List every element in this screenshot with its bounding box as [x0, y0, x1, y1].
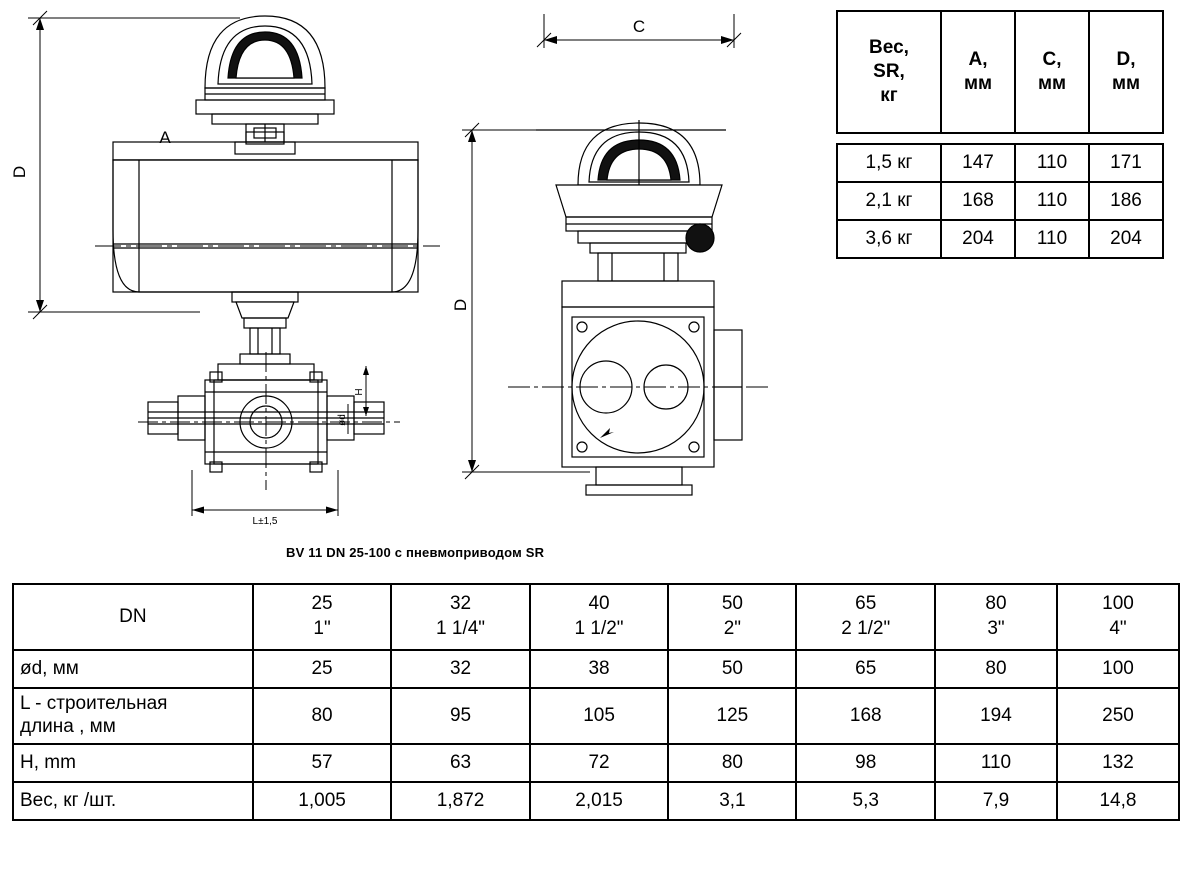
- spec-cell-w-3: 3,1: [668, 782, 796, 820]
- dn-inch: 4": [1109, 618, 1127, 639]
- label-D-front: D: [10, 165, 29, 179]
- header-c-line2: мм: [1037, 73, 1067, 94]
- spec-cell-w-2: 2,015: [530, 782, 669, 820]
- spec-cell-h-1: 63: [391, 744, 530, 782]
- header-d-line2: мм: [1111, 73, 1141, 94]
- cell-a: 147: [941, 144, 1015, 182]
- label-H: H: [354, 388, 365, 396]
- spec-cell-l-4: 168: [796, 688, 935, 744]
- spec-cell-od-5: 80: [935, 650, 1057, 688]
- spec-cell-h-2: 72: [530, 744, 669, 782]
- header-d: [1089, 11, 1163, 133]
- dn-inch: 3": [987, 618, 1005, 639]
- header-weight-sr: [837, 11, 941, 133]
- cell-a: 204: [941, 220, 1015, 258]
- header-c-line1: C,: [1042, 49, 1062, 71]
- label-L: L±1,5: [252, 516, 278, 527]
- dimension-L: [192, 470, 338, 516]
- spec-row-h: [13, 744, 1179, 782]
- drawing-caption: BV 11 DN 25-100 с пневмоприводом SR: [286, 545, 545, 560]
- header-a-line2: мм: [963, 73, 993, 94]
- actuator-front: [196, 16, 334, 142]
- table-header-row: [837, 11, 1163, 133]
- spec-row-od: [13, 650, 1179, 688]
- spec-cell-od-1: 32: [391, 650, 530, 688]
- table-row: [837, 182, 1163, 220]
- spec-cell-h-0: 57: [253, 744, 392, 782]
- spec-label-dn: DN: [13, 584, 253, 650]
- specification-table: [12, 583, 1180, 821]
- dn-size: 50: [721, 593, 743, 615]
- spec-cell-dn-50: [668, 584, 796, 650]
- spec-cell-od-0: 25: [253, 650, 392, 688]
- label-D-side: D: [451, 298, 470, 312]
- label-A-front: A: [159, 128, 171, 147]
- spec-cell-w-4: 5,3: [796, 782, 935, 820]
- spec-cell-l-5: 194: [935, 688, 1057, 744]
- spec-row-dn: [13, 584, 1179, 650]
- spec-label-length: [13, 688, 253, 744]
- weight-dimensions-table: [836, 10, 1164, 259]
- spec-cell-l-6: 250: [1057, 688, 1179, 744]
- spec-row-weight: [13, 782, 1179, 820]
- header-weight-line3: кг: [880, 84, 898, 106]
- dn-inch: 2": [723, 618, 742, 639]
- spec-cell-l-1: 95: [391, 688, 530, 744]
- spec-label-od: ød, мм: [13, 650, 253, 688]
- spec-cell-dn-100: [1057, 584, 1179, 650]
- spec-cell-dn-25: [253, 584, 392, 650]
- spec-cell-dn-80: [935, 584, 1057, 650]
- spec-cell-dn-65: [796, 584, 935, 650]
- spec-cell-od-2: 38: [530, 650, 669, 688]
- dn-size: 80: [985, 593, 1007, 615]
- spec-cell-w-0: 1,005: [253, 782, 392, 820]
- cell-weight: 1,5 кг: [837, 144, 941, 182]
- dn-inch: 1 1/4": [436, 618, 486, 639]
- cell-c: 110: [1015, 182, 1089, 220]
- length-label-line1: L - строительная: [20, 693, 168, 715]
- cell-a: 168: [941, 182, 1015, 220]
- cell-weight: 3,6 кг: [837, 220, 941, 258]
- spec-cell-w-1: 1,872: [391, 782, 530, 820]
- length-label-line2: длина , мм: [20, 716, 116, 737]
- header-weight-line2: SR,: [873, 61, 905, 83]
- actuator-body-front: [95, 132, 440, 292]
- dn-inch: 1": [313, 618, 331, 639]
- table-spacer-row: [837, 133, 1163, 144]
- spec-cell-h-5: 110: [935, 744, 1057, 782]
- spec-cell-w-5: 7,9: [935, 782, 1057, 820]
- dn-size: 40: [588, 593, 610, 615]
- spec-cell-l-2: 105: [530, 688, 669, 744]
- spec-cell-l-0: 80: [253, 688, 392, 744]
- stem-bracket-front: [232, 292, 298, 364]
- ball-valve-front: [138, 352, 400, 490]
- dn-size: 32: [449, 593, 472, 615]
- spec-cell-od-6: 100: [1057, 650, 1179, 688]
- spec-label-weight: Вес, кг /шт.: [13, 782, 253, 820]
- valve-body-side: [508, 281, 770, 495]
- label-od: ød: [337, 414, 348, 426]
- dn-size: 100: [1102, 593, 1134, 615]
- dn-inch: 2 1/2": [841, 618, 891, 639]
- spec-cell-dn-32: [391, 584, 530, 650]
- spec-cell-od-3: 50: [668, 650, 796, 688]
- technical-drawing: [0, 0, 820, 560]
- actuator-side: [536, 120, 726, 281]
- header-a-line1: A,: [968, 49, 988, 71]
- dn-size: 65: [855, 593, 877, 615]
- spec-cell-h-4: 98: [796, 744, 935, 782]
- cell-c: 110: [1015, 220, 1089, 258]
- spec-cell-w-6: 14,8: [1057, 782, 1179, 820]
- spec-cell-od-4: 65: [796, 650, 935, 688]
- cell-d: 186: [1089, 182, 1163, 220]
- spec-cell-l-3: 125: [668, 688, 796, 744]
- header-a: [941, 11, 1015, 133]
- table-row: [837, 220, 1163, 258]
- cell-d: 204: [1089, 220, 1163, 258]
- spec-cell-h-6: 132: [1057, 744, 1179, 782]
- header-c: [1015, 11, 1089, 133]
- cell-d: 171: [1089, 144, 1163, 182]
- dn-inch: 1 1/2": [574, 618, 624, 639]
- cell-c: 110: [1015, 144, 1089, 182]
- spec-row-length: [13, 688, 1179, 744]
- spec-label-h: H, mm: [13, 744, 253, 782]
- spec-cell-h-3: 80: [668, 744, 796, 782]
- label-C-side: C: [632, 17, 646, 36]
- dn-size: 25: [311, 593, 333, 615]
- header-d-line1: D,: [1116, 49, 1136, 71]
- drawing-svg: [0, 0, 820, 560]
- spec-cell-dn-40: [530, 584, 669, 650]
- cell-weight: 2,1 кг: [837, 182, 941, 220]
- header-weight-line1: Вес,: [869, 37, 909, 59]
- table-row: [837, 144, 1163, 182]
